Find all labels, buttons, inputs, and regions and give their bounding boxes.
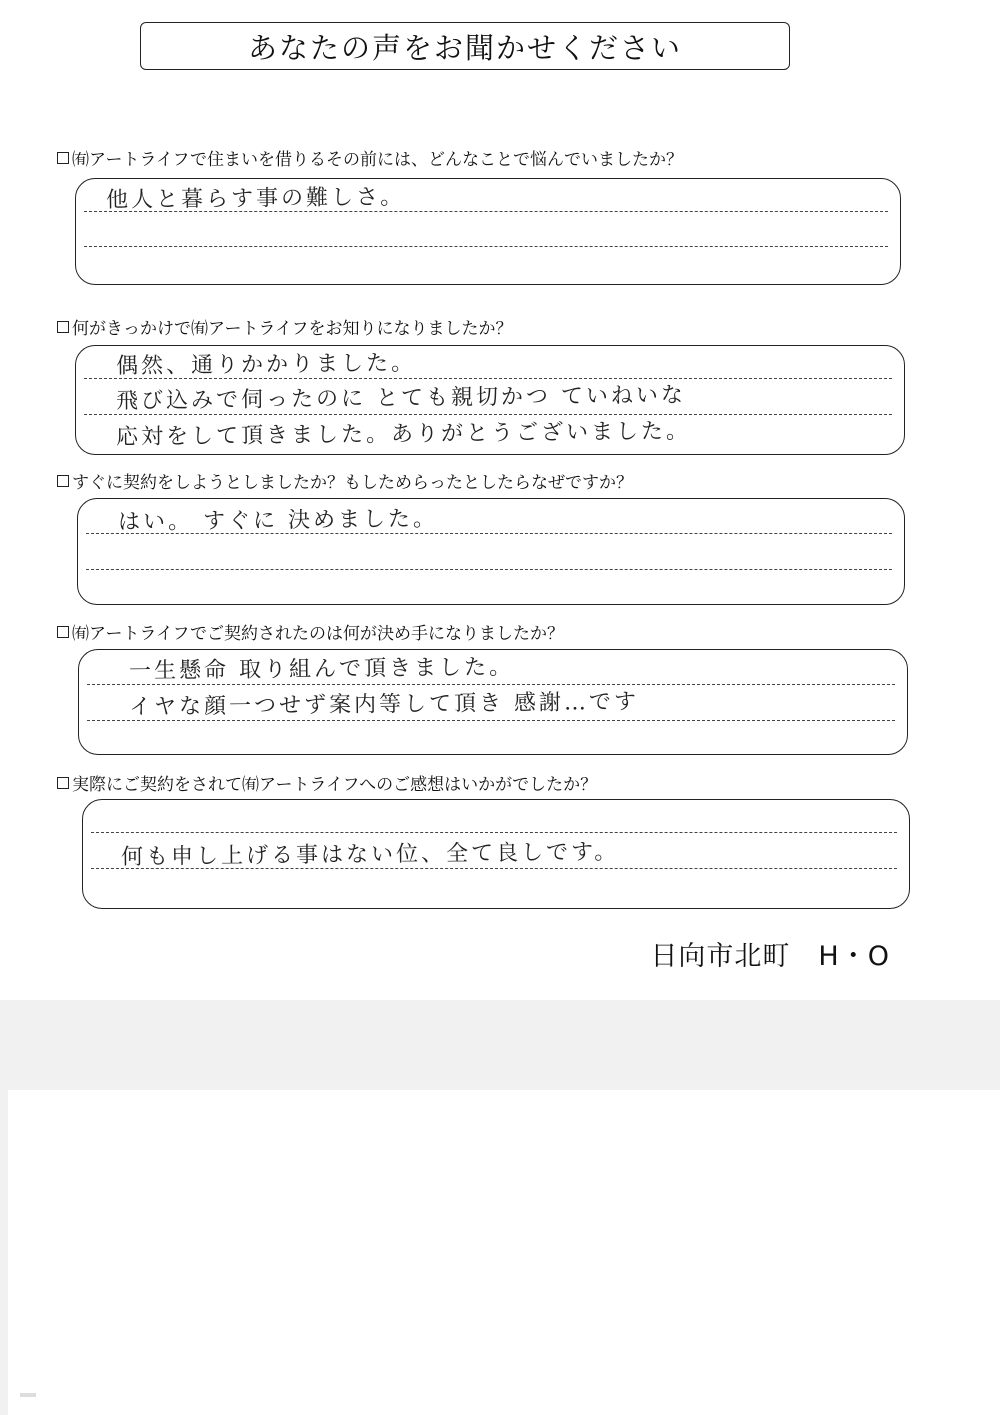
question-1-checkbox[interactable] [57, 152, 69, 164]
answer-box-4 [78, 649, 908, 755]
question-1-text: ㈲アートライフで住まいを借りるその前には、どんなことで悩んでいましたか？ [72, 150, 683, 170]
answer-3-line-1: はい。 すぐに 決めました。 [117, 506, 439, 535]
question-5 [57, 770, 597, 795]
answer-2-line-3: 応対をして頂きました。ありがとうございました。 [115, 418, 692, 450]
question-3-checkbox[interactable] [57, 475, 69, 487]
signature: 日向市北町 H・O [650, 941, 890, 972]
question-3 [57, 468, 633, 493]
answer-3-rule-2 [86, 569, 892, 570]
answer-box-1 [75, 178, 901, 285]
question-2-text: 何がきっかけで㈲アートライフをお知りになりましたか？ [72, 319, 513, 339]
question-5-checkbox[interactable] [57, 777, 69, 789]
question-2 [57, 314, 512, 339]
blank-page-area [8, 1090, 1000, 1415]
question-5-text: 実際にご契約をされて㈲アートライフへのご感想はいかがでしたか？ [72, 775, 598, 795]
question-1 [57, 145, 683, 170]
question-4 [57, 619, 564, 644]
answer-4-line-2: イヤな顔一つせず案内等して頂き 感謝…です [128, 689, 640, 720]
answer-5-line-2: 何も申し上げる事はない位、全て良しです。 [120, 839, 620, 870]
answer-2-rule-2 [84, 414, 892, 415]
answer-4-line-1: 一生懸命 取り組んで頂きました。 [128, 654, 515, 684]
answer-box-5 [82, 799, 910, 909]
answer-1-rule-2 [84, 246, 888, 247]
survey-title: あなたの声をお聞かせください [140, 22, 790, 70]
answer-box-2 [75, 345, 905, 455]
question-4-checkbox[interactable] [57, 626, 69, 638]
question-2-checkbox[interactable] [57, 321, 69, 333]
answer-5-rule-1 [91, 832, 897, 833]
question-4-text: ㈲アートライフでご契約されたのは何が決め手になりましたか？ [72, 624, 564, 644]
answer-1-line-1: 他人と暮らす事の難しさ。 [105, 184, 406, 213]
scan-mark [20, 1393, 36, 1397]
question-3-text: すぐに契約をしようとしましたか？もしためらったとしたらなぜですか？ [72, 473, 633, 493]
answer-2-line-1: 偶然、通りかかりました。 [115, 350, 417, 379]
answer-2-line-2: 飛び込みで伺ったのに とても親切かつ ていねいな [115, 383, 687, 414]
answer-box-3 [77, 498, 905, 605]
